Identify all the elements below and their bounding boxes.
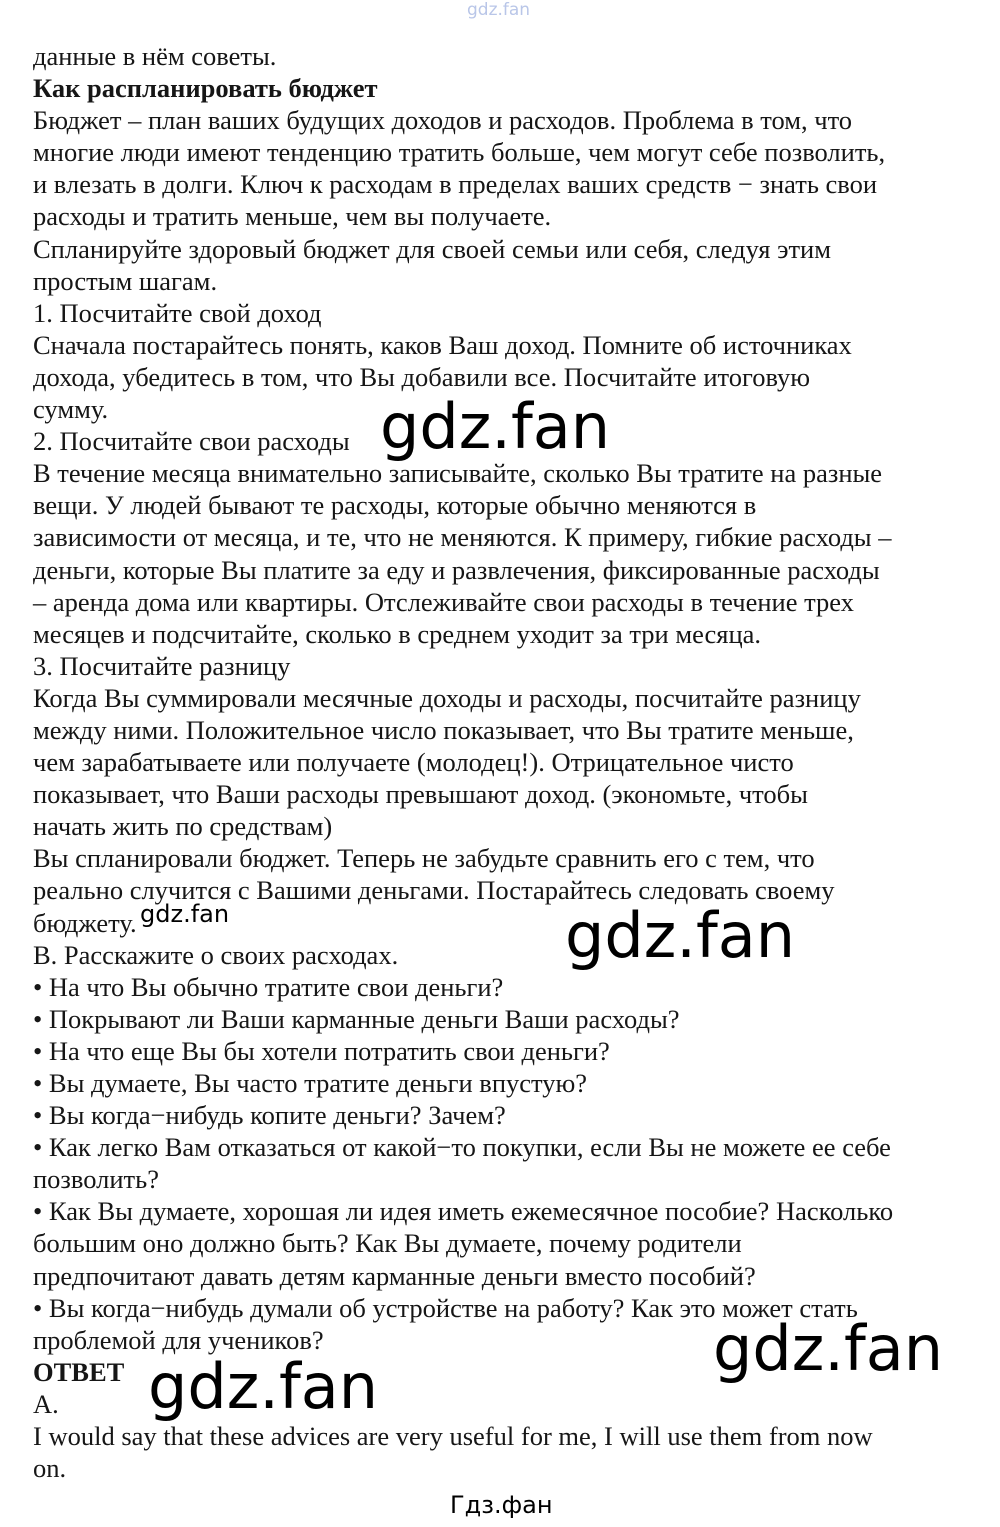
text-line: начать жить по средствам)	[33, 811, 333, 842]
text-line: on.	[33, 1453, 67, 1484]
text-line: месяцев и подсчитайте, сколько в среднем уходит за три месяца.	[33, 618, 762, 649]
watermark: gdz.fan	[380, 390, 611, 463]
text-line: Спланируйте здоровый бюджет для своей семьи или себя, следуя этим	[33, 233, 831, 264]
text-line: • Вы когда−нибудь думали об устройстве на работу? Как это может стать	[33, 1292, 858, 1323]
text-line: расходы и тратить меньше, чем вы получаете.	[33, 201, 552, 232]
text-line: многие люди имеют тенденцию тратить больше, чем могут себе позволить,	[33, 137, 886, 168]
watermark: gdz.fan	[565, 899, 796, 972]
text-line: • Вы думаете, Вы часто тратите деньги впустую?	[33, 1068, 588, 1098]
text-line: A.	[33, 1388, 59, 1419]
text-line: деньги, которые Вы платите за еду и развлечения, фиксированные расходы	[33, 554, 880, 585]
section-heading: ОТВЕТ	[33, 1356, 125, 1387]
watermark-top: gdz.fan	[467, 0, 531, 20]
text-line: зависимости от месяца, и те, что не меняются. К примеру, гибкие расходы –	[33, 522, 892, 553]
text-line: – аренда дома или квартиры. Отслеживайте свои расходы в течение трех	[33, 586, 854, 617]
text-line: чем зарабатываете или получаете (молодец!). Отрицательное чисто	[33, 747, 794, 778]
document-body	[33, 40, 983, 1484]
text-line: между ними. Положительное число показывает, что Вы тратите меньше,	[33, 714, 854, 745]
text-line: сумму.	[33, 394, 109, 425]
text-line: показывает, что Ваши расходы превышают доход. (экономьте, чтобы	[33, 779, 808, 810]
text-line: 1. Посчитайте свой доход	[33, 297, 322, 328]
text-line: простым шагам.	[33, 265, 218, 296]
text-line: Бюджет – план ваших будущих доходов и расходов. Проблема в том, что	[33, 105, 853, 136]
watermark: gdz.fan	[140, 900, 230, 928]
text-line: большим оно должно быть? Как Вы думаете, почему родители	[33, 1228, 742, 1259]
section-heading: Как распланировать бюджет	[33, 73, 378, 104]
text-line: • Вы когда−нибудь копите деньги? Зачем?	[33, 1100, 506, 1131]
text-line: • На что еще Вы бы хотели потратить свои деньги?	[33, 1035, 610, 1066]
text-line: дохода, убедитесь в том, что Вы добавили все. Посчитайте итоговую	[33, 361, 811, 392]
watermark: gdz.fan	[148, 1350, 379, 1423]
text-line: предпочитают давать детям карманные деньги вместо пособий?	[33, 1260, 756, 1291]
text-line: Вы спланировали бюджет. Теперь не забудьте сравнить его с тем, что	[33, 843, 815, 874]
watermark: gdz.fan	[713, 1312, 944, 1385]
text-line: бюджету.	[33, 907, 137, 938]
text-line: и влезать в долги. Ключ к расходам в пределах ваших средств − знать свои	[33, 169, 878, 200]
text-line: • Как Вы думаете, хорошая ли идея иметь ежемесячное пособие? Насколько	[33, 1196, 894, 1227]
text-line: • Как легко Вам отказаться от какой−то покупки, если Вы не можете ее себе	[33, 1132, 891, 1163]
text-line: реально случится с Вашими деньгами. Постарайтесь следовать своему	[33, 875, 835, 906]
text-line: B. Расскажите о своих расходах.	[33, 939, 399, 970]
text-line: I would say that these advices are very useful for me, I will use them from now	[33, 1421, 873, 1452]
footer-watermark: Гдз.фан	[450, 1491, 553, 1519]
text-line: Когда Вы суммировали месячные доходы и расходы, посчитайте разницу	[33, 682, 861, 713]
text-line: проблемой для учеников?	[33, 1324, 324, 1355]
text-line: В течение месяца внимательно записывайте, сколько Вы тратите на разные	[33, 458, 883, 489]
text-line: позволить?	[33, 1164, 159, 1195]
text-line: Сначала постарайтесь понять, каков Ваш доход. Помните об источниках	[33, 329, 852, 360]
text-line: 2. Посчитайте свои расходы	[33, 426, 350, 457]
text-line: • Покрывают ли Ваши карманные деньги Ваши расходы?	[33, 1003, 680, 1034]
text-line: данные в нём советы.	[33, 41, 277, 71]
text-line: 3. Посчитайте разницу	[33, 650, 291, 681]
text-line: вещи. У людей бывают те расходы, которые обычно меняются в	[33, 490, 757, 521]
text-line: • На что Вы обычно тратите свои деньги?	[33, 971, 504, 1002]
